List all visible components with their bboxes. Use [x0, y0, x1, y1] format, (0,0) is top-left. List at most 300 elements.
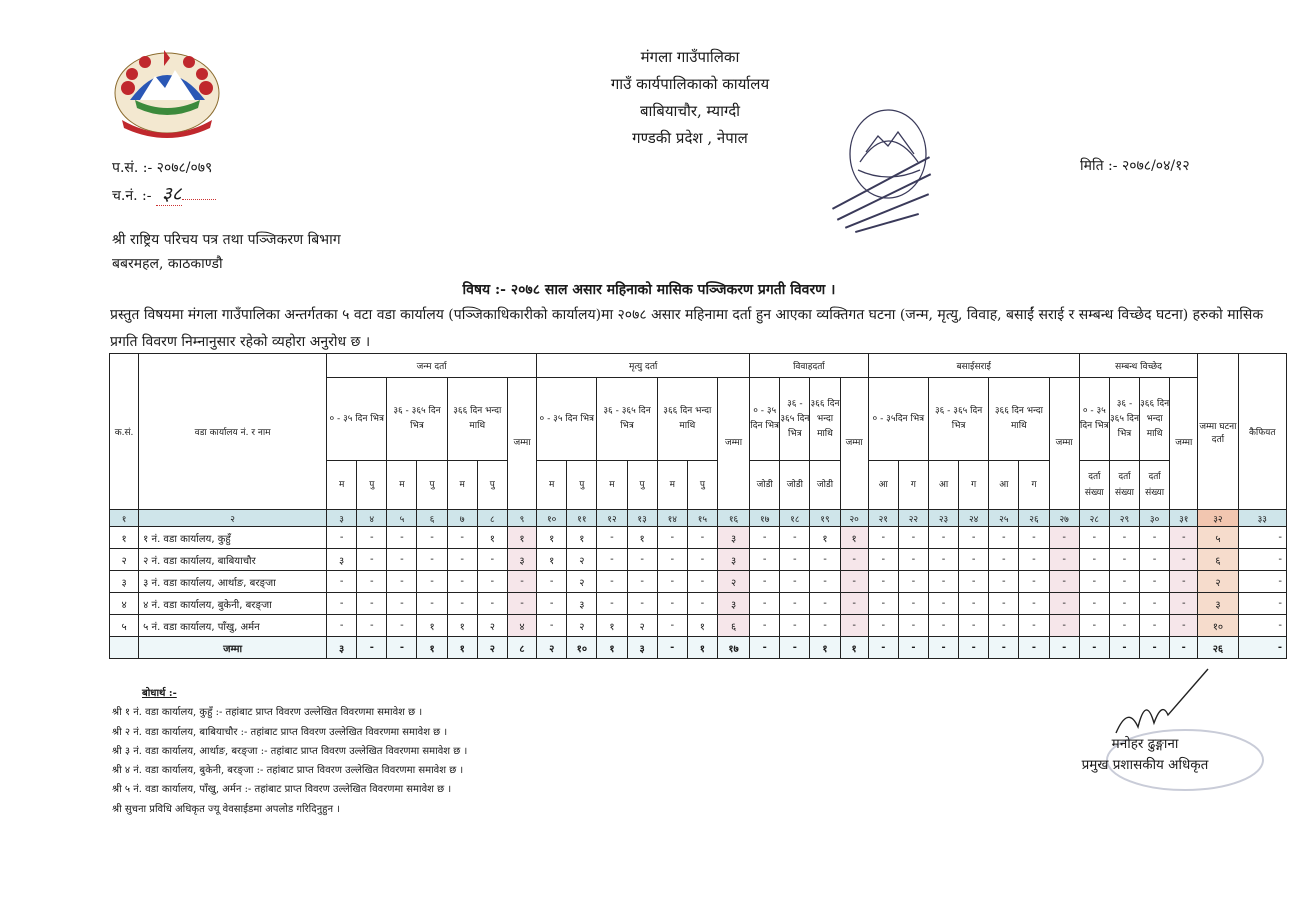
subhdr-m: म [537, 461, 567, 510]
table-cell: ५ [1198, 527, 1238, 549]
column-number: ५ [387, 510, 417, 527]
subhdr-p: पु [567, 461, 597, 510]
table-cell: - [959, 571, 989, 593]
column-number: १० [537, 510, 567, 527]
table-cell: - [687, 593, 717, 615]
table-cell: १ [537, 527, 567, 549]
death-age3: ३६६ दिन भन्दा माथि [657, 378, 717, 461]
total-cell: - [868, 637, 898, 659]
total-cell: - [1170, 637, 1198, 659]
table-cell: - [417, 593, 447, 615]
table-cell: - [750, 527, 780, 549]
divorce-age1: ० - ३५ दिन भित्र [1079, 378, 1109, 461]
table-cell: - [387, 593, 417, 615]
table-cell: - [1049, 615, 1079, 637]
total-cell: - [1140, 637, 1170, 659]
column-number: ३२ [1198, 510, 1238, 527]
subhdr-p: पु [477, 461, 507, 510]
table-cell: - [627, 571, 657, 593]
table-cell: - [780, 549, 810, 571]
table-cell: - [1019, 593, 1049, 615]
total-cell: - [657, 637, 687, 659]
table-cell: १ [687, 615, 717, 637]
table-cell: १ [507, 527, 536, 549]
cc-note-line: श्री ३ नं. वडा कार्यालय, आर्थाङ, बरङ्जा :- तहांबाट प्राप्त विवरण उल्लेखित विवरणमा समावेश छ । [112, 745, 468, 757]
column-number-row [110, 510, 1287, 527]
column-number: १३ [627, 510, 657, 527]
column-number: २० [840, 510, 868, 527]
table-cell: - [928, 549, 958, 571]
total-cell: ८ [507, 637, 536, 659]
table-cell: - [417, 571, 447, 593]
table-cell: ३ [567, 593, 597, 615]
table-cell: - [357, 549, 387, 571]
table-cell: - [477, 571, 507, 593]
row-sn: ४ [110, 593, 139, 615]
table-cell: - [537, 615, 567, 637]
table-cell: - [1049, 549, 1079, 571]
table-cell: - [1019, 527, 1049, 549]
table-row [110, 549, 1287, 571]
table-cell: - [750, 593, 780, 615]
table-cell: - [1170, 549, 1198, 571]
column-number: २५ [989, 510, 1019, 527]
table-cell: - [687, 571, 717, 593]
table-cell: - [989, 549, 1019, 571]
signatory-title: प्रमुख प्रशासकीय अधिकृत [1081, 757, 1209, 773]
subhdr-aa: आ [989, 461, 1019, 510]
migration-age2: ३६ - ३६५ दिन भित्र [928, 378, 988, 461]
column-number: ३० [1140, 510, 1170, 527]
table-cell: - [657, 593, 687, 615]
row-sn: १ [110, 527, 139, 549]
total-cell: ३ [327, 637, 357, 659]
municipality-name: मंगला गाउँपालिका [640, 48, 740, 66]
table-cell: - [447, 593, 477, 615]
letter-intro: प्रस्तुत विषयमा मंगला गाउँपालिका अन्तर्गतका ५ वटा वडा कार्यालय (पञ्जिकाधिकारीको कार्यालय)मा २०७८ असार महिनामा दर्ता हुन आएका व्यक्तिगत घटना (जन्म, मृत्यु, विवाह, बसाईं सराई र सम्बन्ध विच्छेद घटना) हरुको मासिक प्रगति विवरण निम्नानुसार रहेको व्यहोरा अनुरोध छ । [110, 307, 1264, 350]
subhdr-darta: दर्ता संख्या [1109, 461, 1139, 510]
table-cell: - [868, 527, 898, 549]
col-header-grand-total: जम्मा घटना दर्ता [1198, 354, 1238, 510]
table-cell: - [1140, 549, 1170, 571]
column-number: ६ [417, 510, 447, 527]
table-cell: - [989, 615, 1019, 637]
table-cell: २ [567, 549, 597, 571]
subhdr-p: पु [687, 461, 717, 510]
subhdr-ga: ग [1019, 461, 1049, 510]
group-header-marriage: विवाहदर्ता [750, 354, 869, 378]
subhdr-m: म [657, 461, 687, 510]
table-cell: १० [1198, 615, 1238, 637]
table-cell: - [387, 615, 417, 637]
table-cell: २ [717, 571, 749, 593]
table-cell: - [989, 593, 1019, 615]
table-cell: - [1170, 615, 1198, 637]
table-cell: - [447, 571, 477, 593]
total-row-blank [110, 637, 139, 659]
table-cell: - [810, 549, 840, 571]
column-number: ३ [327, 510, 357, 527]
column-number: ९ [507, 510, 536, 527]
marriage-age1: ० - ३५ दिन भित्र [750, 378, 780, 461]
table-cell: - [1019, 615, 1049, 637]
table-cell: - [1109, 593, 1139, 615]
row-office-name: ५ नं. वडा कार्यालय, पाँखु, अर्मन [139, 615, 327, 637]
group-header-divorce: सम्बन्ध विच्छेद [1079, 354, 1198, 378]
table-cell: - [868, 593, 898, 615]
table-cell: - [959, 615, 989, 637]
total-cell: १ [840, 637, 868, 659]
column-number: ३३ [1238, 510, 1286, 527]
column-number: २६ [1019, 510, 1049, 527]
total-cell: - [387, 637, 417, 659]
table-row [110, 527, 1287, 549]
subhdr-jodi: जोडी [750, 461, 780, 510]
column-number: १८ [780, 510, 810, 527]
table-cell: - [898, 571, 928, 593]
table-cell: २ [627, 615, 657, 637]
recipient-name: श्री राष्ट्रिय परिचय पत्र तथा पञ्जिकरण बिभाग [112, 232, 341, 248]
table-cell: - [840, 615, 868, 637]
table-cell: - [357, 593, 387, 615]
office-header [560, 44, 820, 152]
column-number: १९ [810, 510, 840, 527]
table-cell: ४ [507, 615, 536, 637]
column-number: २९ [1109, 510, 1139, 527]
subhdr-ga: ग [959, 461, 989, 510]
column-number: ११ [567, 510, 597, 527]
table-cell: - [1170, 527, 1198, 549]
total-cell: - [989, 637, 1019, 659]
subhdr-jodi: जोडी [810, 461, 840, 510]
table-cell: - [840, 593, 868, 615]
table-cell: - [657, 615, 687, 637]
total-cell: - [898, 637, 928, 659]
row-office-name: २ नं. वडा कार्यालय, बाबियाचौर [139, 549, 327, 571]
province-country: गण्डकी प्रदेश , नेपाल [632, 129, 748, 147]
registration-progress-table [109, 353, 1287, 659]
table-cell: - [387, 571, 417, 593]
subhdr-m: म [387, 461, 417, 510]
table-row [110, 593, 1287, 615]
table-cell: - [928, 593, 958, 615]
table-cell: - [928, 527, 958, 549]
letter-cn-value: ३८ [156, 183, 182, 206]
table-cell: - [1019, 549, 1049, 571]
total-cell: - [1109, 637, 1139, 659]
death-total-header: जम्मा [717, 378, 749, 510]
row-sn: २ [110, 549, 139, 571]
table-cell: २ [477, 615, 507, 637]
letter-cn-label: च.नं. :- [112, 188, 152, 204]
table-cell: - [597, 527, 627, 549]
cc-notes-title: बोधार्थ :- [142, 688, 177, 699]
total-cell: - [357, 637, 387, 659]
divorce-age3: ३६६ दिन भन्दा माथि [1140, 378, 1170, 461]
table-cell: - [477, 549, 507, 571]
table-cell: - [780, 571, 810, 593]
table-cell: - [1109, 549, 1139, 571]
table-cell: १ [840, 527, 868, 549]
table-cell: १ [447, 615, 477, 637]
table-cell: - [447, 549, 477, 571]
migration-age1: ० - ३५दिन भित्र [868, 378, 928, 461]
column-number: ८ [477, 510, 507, 527]
column-number: १४ [657, 510, 687, 527]
column-number: २४ [959, 510, 989, 527]
table-cell: - [1079, 527, 1109, 549]
recipient-address: बबरमहल, काठकाण्डौ [112, 256, 223, 272]
table-cell: - [780, 593, 810, 615]
table-cell: - [327, 527, 357, 549]
subhdr-ga: ग [898, 461, 928, 510]
table-cell: - [387, 527, 417, 549]
column-number: २२ [898, 510, 928, 527]
table-cell: - [1049, 527, 1079, 549]
table-cell: - [1140, 593, 1170, 615]
total-row [110, 637, 1287, 659]
column-number: २१ [868, 510, 898, 527]
table-cell: - [989, 527, 1019, 549]
column-number: १५ [687, 510, 717, 527]
table-cell: ३ [507, 549, 536, 571]
table-cell: - [537, 571, 567, 593]
row-office-name: १ नं. वडा कार्यालय, कुहुँ [139, 527, 327, 549]
table-cell: - [989, 571, 1019, 593]
table-cell: २ [567, 571, 597, 593]
col-header-sn: क.सं. [110, 354, 139, 510]
table-cell: - [357, 527, 387, 549]
table-cell: - [898, 527, 928, 549]
row-sn: ५ [110, 615, 139, 637]
total-cell: - [1238, 637, 1286, 659]
death-age1: ० - ३५ दिन भित्र [537, 378, 597, 461]
table-cell: - [1109, 571, 1139, 593]
total-cell: १ [810, 637, 840, 659]
death-age2: ३६ - ३६५ दिन भित्र [597, 378, 657, 461]
column-number: ४ [357, 510, 387, 527]
table-cell: - [507, 593, 536, 615]
subhdr-p: पु [627, 461, 657, 510]
letter-subject: विषय :- २०७८ साल असार महिनाको मासिक पञ्जिकरण प्रगती विवरण । [462, 282, 836, 298]
table-cell: - [1170, 571, 1198, 593]
table-cell: - [387, 549, 417, 571]
table-cell: - [898, 615, 928, 637]
group-header-migration: बसाईसराई [868, 354, 1079, 378]
table-cell: - [327, 615, 357, 637]
total-cell: २ [477, 637, 507, 659]
subhdr-m: म [447, 461, 477, 510]
letter-ps-number: प.सं. :- २०७८/०७९ [112, 160, 213, 176]
table-cell: - [898, 549, 928, 571]
cc-note-line: श्री ५ नं. वडा कार्यालय, पाँखु, अर्मन :- तहांबाट प्राप्त विवरण उल्लेखित विवरणमा समावेश छ । [112, 784, 452, 796]
table-cell: - [507, 571, 536, 593]
table-cell: - [1140, 615, 1170, 637]
column-number: २ [139, 510, 327, 527]
table-cell: - [959, 593, 989, 615]
table-cell: - [1079, 571, 1109, 593]
signature-scribble [1108, 665, 1218, 745]
table-cell: - [840, 549, 868, 571]
table-cell: - [327, 571, 357, 593]
table-cell: - [1109, 527, 1139, 549]
table-cell: - [898, 593, 928, 615]
subhdr-darta: दर्ता संख्या [1079, 461, 1109, 510]
cc-note-line: श्री ४ नं. वडा कार्यालय, बुकेनी, बरङ्जा :- तहांबाट प्राप्त विवरण उल्लेखित विवरणमा समावेश छ । [112, 765, 464, 777]
col-header-office: वडा कार्यालय नं. र नाम [139, 354, 327, 510]
cc-notes [112, 684, 467, 819]
letter-date: मिति :- २०७८/०४/१२ [1080, 158, 1190, 174]
total-cell: १० [567, 637, 597, 659]
table-cell: - [868, 615, 898, 637]
total-cell: ३ [627, 637, 657, 659]
table-cell: - [750, 549, 780, 571]
total-cell: - [1049, 637, 1079, 659]
table-cell: ३ [327, 549, 357, 571]
total-cell: - [959, 637, 989, 659]
birth-age3: ३६६ दिन भन्दा माथि [447, 378, 507, 461]
table-cell: ३ [717, 549, 749, 571]
table-cell: - [597, 593, 627, 615]
subhdr-aa: आ [928, 461, 958, 510]
total-cell: २६ [1198, 637, 1238, 659]
table-cell: - [750, 615, 780, 637]
divorce-total-header: जम्मा [1170, 378, 1198, 510]
table-cell: १ [810, 527, 840, 549]
column-number: ३१ [1170, 510, 1198, 527]
subhdr-jodi: जोडी [780, 461, 810, 510]
office-name: गाउँ कार्यपालिकाको कार्यालय [610, 75, 770, 93]
row-sn: ३ [110, 571, 139, 593]
table-cell: - [1140, 571, 1170, 593]
table-cell: २ [567, 615, 597, 637]
column-number: ७ [447, 510, 477, 527]
table-cell: ६ [1198, 549, 1238, 571]
column-number: १६ [717, 510, 749, 527]
group-header-death: मृत्यु दर्ता [537, 354, 750, 378]
table-cell: - [597, 571, 627, 593]
table-cell: - [627, 593, 657, 615]
total-cell: - [928, 637, 958, 659]
table-cell: - [928, 615, 958, 637]
total-cell: - [1019, 637, 1049, 659]
table-cell: - [357, 615, 387, 637]
migration-total-header: जम्मा [1049, 378, 1079, 510]
total-cell: - [780, 637, 810, 659]
table-cell: - [928, 571, 958, 593]
table-cell: ३ [1198, 593, 1238, 615]
table-cell: - [1079, 593, 1109, 615]
column-number: १७ [750, 510, 780, 527]
table-cell: - [1238, 571, 1286, 593]
table-cell: - [780, 615, 810, 637]
table-cell: १ [597, 615, 627, 637]
total-row-label: जम्मा [139, 637, 327, 659]
table-cell: - [477, 593, 507, 615]
table-cell: १ [477, 527, 507, 549]
letter-cn-row [112, 182, 216, 208]
cc-note-line: श्री १ नं. वडा कार्यालय, कुहुँ :- तहांबाट प्राप्त विवरण उल्लेखित विवरणमा समावेश छ । [112, 707, 423, 719]
table-cell: १ [627, 527, 657, 549]
table-cell: - [1140, 527, 1170, 549]
table-cell: - [597, 549, 627, 571]
birth-total-header: जम्मा [507, 378, 536, 510]
marriage-age2: ३६ - ३६५ दिन भित्र [780, 378, 810, 461]
column-number: २३ [928, 510, 958, 527]
column-number: २७ [1049, 510, 1079, 527]
table-cell: - [1170, 593, 1198, 615]
birth-age1: ० - ३५ दिन भित्र [327, 378, 387, 461]
table-cell: १ [567, 527, 597, 549]
total-cell: - [750, 637, 780, 659]
nepal-emblem-logo [110, 48, 225, 143]
marriage-total-header: जम्मा [840, 378, 868, 510]
table-cell: - [1079, 549, 1109, 571]
table-cell: १ [417, 615, 447, 637]
signatory-block [1060, 734, 1230, 776]
table-cell: - [959, 527, 989, 549]
table-cell: - [687, 527, 717, 549]
table-row [110, 571, 1287, 593]
table-cell: - [810, 593, 840, 615]
table-cell: - [868, 549, 898, 571]
column-number: १२ [597, 510, 627, 527]
table-cell: - [1049, 571, 1079, 593]
office-seal-stamp [818, 92, 950, 242]
total-cell: १ [597, 637, 627, 659]
table-cell: - [537, 593, 567, 615]
total-cell: १ [447, 637, 477, 659]
table-cell: १ [537, 549, 567, 571]
birth-age2: ३६ - ३६५ दिन भित्र [387, 378, 447, 461]
table-cell: - [1238, 549, 1286, 571]
total-cell: १७ [717, 637, 749, 659]
table-cell: - [447, 527, 477, 549]
cc-note-line: श्री २ नं. वडा कार्यालय, बाबियाचौर :- तहांबाट प्राप्त विवरण उल्लेखित विवरणमा समावेश छ । [112, 726, 448, 738]
column-number: १ [110, 510, 139, 527]
table-cell: - [750, 571, 780, 593]
table-cell: - [810, 615, 840, 637]
divorce-age2: ३६ - ३६५ दिन भित्र [1109, 378, 1139, 461]
subhdr-m: म [597, 461, 627, 510]
table-cell: - [780, 527, 810, 549]
table-cell: - [868, 571, 898, 593]
table-cell: - [1019, 571, 1049, 593]
table-cell: - [657, 571, 687, 593]
table-cell: - [327, 593, 357, 615]
migration-age3: ३६६ दिन भन्दा माथि [989, 378, 1049, 461]
row-office-name: ४ नं. वडा कार्यालय, बुकेनी, बरङ्जा [139, 593, 327, 615]
signatory-name: मनोहर ढुङ्गाना [1111, 736, 1179, 752]
col-header-remarks: कैफियत [1238, 354, 1286, 510]
subhdr-aa: आ [868, 461, 898, 510]
table-cell: - [357, 571, 387, 593]
total-cell: २ [537, 637, 567, 659]
subhdr-darta: दर्ता संख्या [1140, 461, 1170, 510]
table-cell: - [840, 571, 868, 593]
cc-note-line: श्री सुचना प्रविधि अधिकृत ज्यू वेवसाईडमा अपलोड गरिदिनुहुन । [112, 803, 340, 815]
table-cell: - [959, 549, 989, 571]
table-cell: - [810, 571, 840, 593]
table-cell: - [687, 549, 717, 571]
table-row [110, 615, 1287, 637]
subhdr-p: पु [417, 461, 447, 510]
table-cell: - [627, 549, 657, 571]
table-cell: ३ [717, 593, 749, 615]
total-cell: १ [687, 637, 717, 659]
table-cell: - [1238, 593, 1286, 615]
table-cell: - [1109, 615, 1139, 637]
